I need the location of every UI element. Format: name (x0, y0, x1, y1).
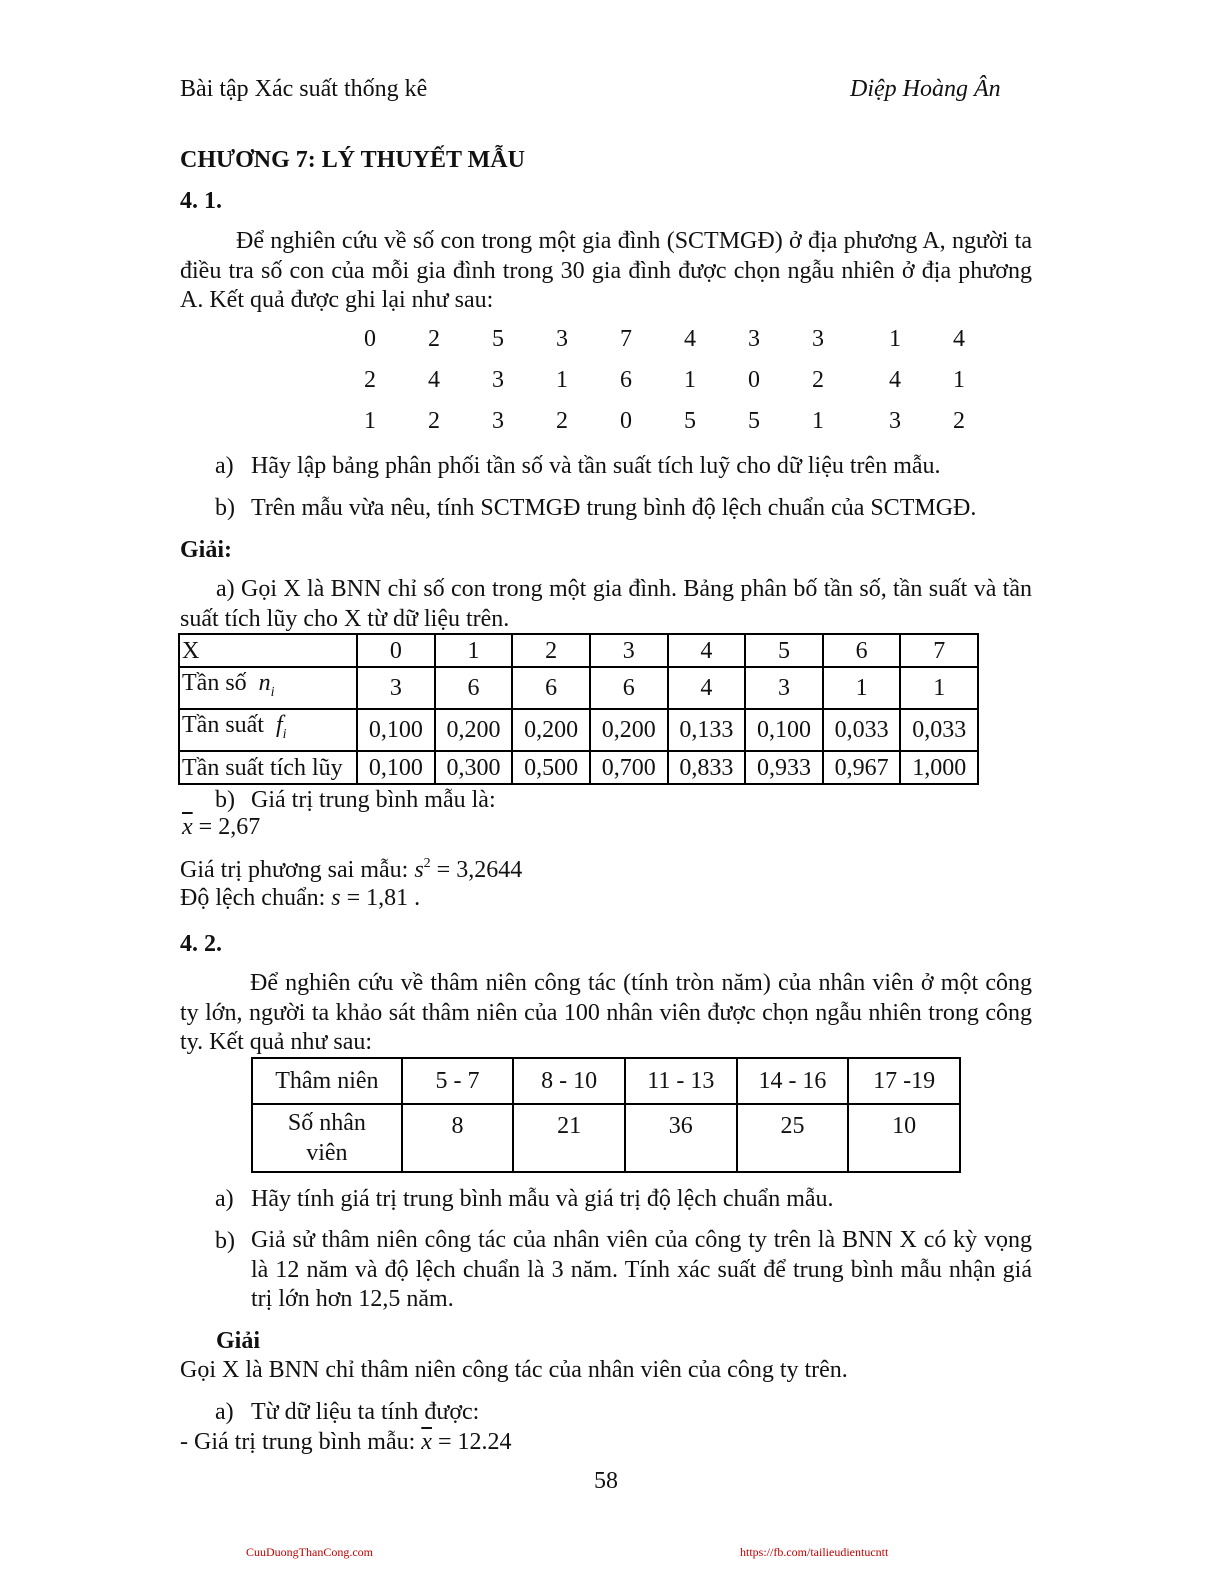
table-cell: 6 (823, 634, 901, 667)
mean-value: = 2,67 (198, 814, 261, 840)
seniority-table (251, 1057, 961, 1173)
sample-mean (182, 812, 260, 842)
question-b-label: b) (215, 495, 235, 521)
mean-symbol: $\overline{x}$ (182, 814, 193, 840)
table-cell: 10 (848, 1104, 960, 1172)
data-value: 3 (492, 408, 504, 434)
data-value: 0 (748, 367, 760, 393)
table-cell: 8 - 10 (513, 1058, 625, 1104)
mean-symbol: $\overline{x}$ (421, 1429, 432, 1455)
mean-label: - Giá trị trung bình mẫu: (180, 1429, 416, 1455)
data-value: 3 (748, 326, 760, 352)
std-symbol: s (331, 885, 341, 911)
table-cell: 3 (745, 667, 823, 709)
question-a-label: a) (215, 1186, 234, 1212)
data-value: 0 (364, 326, 376, 352)
data-value: 1 (364, 408, 376, 434)
table-row (179, 667, 978, 709)
data-value: 0 (620, 408, 632, 434)
solution-a: Từ dữ liệu ta tính được: (251, 1399, 480, 1425)
table-cell: 25 (737, 1104, 849, 1172)
solution-a-text: Gọi X là BNN chỉ số con trong một gia đình. Bảng phân bố tần số, tần suất và tần suất tích lũy cho X từ dữ liệu trên. (180, 576, 1033, 632)
table-cell: 0,100 (357, 751, 435, 784)
data-value: 1 (556, 367, 568, 393)
table-cell: 7 (900, 634, 978, 667)
data-value: 4 (889, 367, 901, 393)
question-a: Hãy tính giá trị trung bình mẫu và giá trị độ lệch chuẩn mẫu. (251, 1186, 834, 1212)
table-cell: 0,933 (745, 751, 823, 784)
data-value: 5 (684, 408, 696, 434)
table-cell: 1 (900, 667, 978, 709)
standard-deviation (180, 883, 420, 913)
header-right: Diệp Hoàng Ân (850, 76, 1001, 102)
data-value: 4 (953, 326, 965, 352)
data-value: 5 (748, 408, 760, 434)
data-value: 1 (812, 408, 824, 434)
table-cell: 5 - 7 (402, 1058, 514, 1104)
row-label-frequency: Tần số $n_i$ (179, 667, 357, 709)
table-cell: 0,033 (900, 709, 978, 751)
table-cell: 1,000 (900, 751, 978, 784)
solution-b: Giá trị trung bình mẫu là: (251, 787, 496, 813)
data-value: 4 (428, 367, 440, 393)
variance-exponent: 2 (423, 856, 431, 871)
chapter-title: CHƯƠNG 7: LÝ THUYẾT MẪU (180, 147, 525, 173)
table-cell: 0 (357, 634, 435, 667)
std-value: = 1,81 . (346, 885, 421, 911)
table-cell: 21 (513, 1104, 625, 1172)
table-row (252, 1058, 960, 1104)
std-label: Độ lệch chuẩn: (180, 885, 326, 911)
exercise-intro: Để nghiên cứu về số con trong một gia đình (SCTMGĐ) ở địa phương A, người ta điều tra số con của mỗi gia đình trong 30 gia đình được chọn ngẫu nhiên ở địa phương A. Kết quả được ghi lại như sau: (180, 228, 1032, 313)
table-cell: 3 (590, 634, 668, 667)
data-value: 3 (556, 326, 568, 352)
table-cell: 0,033 (823, 709, 901, 751)
row-label-cumulative: Tần suất tích lũy (179, 751, 357, 784)
data-value: 3 (812, 326, 824, 352)
table-cell: 0,700 (590, 751, 668, 784)
data-value: 2 (953, 408, 965, 434)
question-a-label: a) (215, 453, 234, 479)
data-value: 1 (953, 367, 965, 393)
table-row (252, 1104, 960, 1172)
solution-a (180, 575, 1032, 634)
data-value: 2 (428, 326, 440, 352)
solution-title: Giải: (180, 537, 232, 563)
table-cell: 0,100 (357, 709, 435, 751)
row-label-seniority: Thâm niên (252, 1058, 402, 1104)
table-cell: 2 (512, 634, 590, 667)
data-value: 1 (684, 367, 696, 393)
data-value: 2 (812, 367, 824, 393)
variance-label: Giá trị phương sai mẫu: (180, 857, 409, 883)
solution-a-label: a) (215, 1399, 234, 1425)
footer-left-link[interactable]: CuuDuongThanCong.com (246, 1545, 373, 1559)
variance-symbol: s (414, 857, 424, 883)
table-cell: 0,200 (512, 709, 590, 751)
table-cell: 3 (357, 667, 435, 709)
table-cell: 0,500 (512, 751, 590, 784)
data-value: 2 (364, 367, 376, 393)
exercise-number: 4. 1. (180, 188, 222, 214)
question-b-label: b) (215, 1228, 235, 1254)
data-value: 2 (556, 408, 568, 434)
solution-a-label: a) (216, 576, 235, 602)
table-cell: 0,833 (668, 751, 746, 784)
solution-title: Giải (216, 1328, 261, 1354)
question-b: Trên mẫu vừa nêu, tính SCTMGĐ trung bình độ lệch chuẩn của SCTMGĐ. (251, 495, 977, 521)
table-cell: 0,300 (435, 751, 513, 784)
table-cell: 0,200 (435, 709, 513, 751)
exercise-intro: Để nghiên cứu về thâm niên công tác (tính tròn năm) của nhân viên ở một công ty lớn, người ta khảo sát thâm niên của 100 nhân viên được chọn ngẫu nhiên trong công ty. Kết quả như sau: (180, 970, 1032, 1055)
table-cell: 8 (402, 1104, 514, 1172)
data-value: 7 (620, 326, 632, 352)
table-cell: 6 (512, 667, 590, 709)
table-cell: 5 (745, 634, 823, 667)
data-value: 6 (620, 367, 632, 393)
row-label-x: X (179, 634, 357, 667)
table-cell: 0,200 (590, 709, 668, 751)
data-value: 4 (684, 326, 696, 352)
table-cell: 6 (435, 667, 513, 709)
table-cell: 0,133 (668, 709, 746, 751)
raw-data-grid (350, 326, 990, 446)
question-a: Hãy lập bảng phân phối tần số và tần suất tích luỹ cho dữ liệu trên mẫu. (251, 453, 941, 479)
sample-variance (180, 849, 522, 885)
data-row (350, 408, 990, 448)
question-b: Giả sử thâm niên công tác của nhân viên của công ty trên là BNN X có kỳ vọng là 12 năm và độ lệch chuẩn là 3 năm. Tính xác suất để trung bình mẫu nhận giá trị lớn hơn 12,5 năm. (251, 1227, 1032, 1312)
table-row (179, 709, 978, 751)
table-cell: 0,100 (745, 709, 823, 751)
frequency-table (178, 633, 979, 785)
page-number: 58 (594, 1468, 618, 1494)
data-value: 3 (492, 367, 504, 393)
mean-value: = 12.24 (437, 1429, 512, 1455)
data-row (350, 326, 990, 366)
row-label-employees: Số nhân viên (252, 1104, 402, 1172)
table-cell: 4 (668, 667, 746, 709)
table-row (179, 751, 978, 784)
data-value: 5 (492, 326, 504, 352)
exercise-number: 4. 2. (180, 931, 222, 957)
table-cell: 1 (823, 667, 901, 709)
table-cell: 4 (668, 634, 746, 667)
solution-b-label: b) (215, 787, 235, 813)
table-cell: 0,967 (823, 751, 901, 784)
variance-value: = 3,2644 (436, 857, 523, 883)
table-cell: 14 - 16 (737, 1058, 849, 1104)
data-row (350, 367, 990, 407)
row-label-relative-frequency: Tần suất $f_i$ (179, 709, 357, 751)
table-cell: 11 - 13 (625, 1058, 737, 1104)
table-row (179, 634, 978, 667)
sample-mean (180, 1427, 512, 1457)
data-value: 1 (889, 326, 901, 352)
solution-intro: Gọi X là BNN chỉ thâm niên công tác của nhân viên của công ty trên. (180, 1357, 848, 1383)
data-value: 3 (889, 408, 901, 434)
table-cell: 36 (625, 1104, 737, 1172)
data-value: 2 (428, 408, 440, 434)
table-cell: 17 -19 (848, 1058, 960, 1104)
table-cell: 1 (435, 634, 513, 667)
footer-right-link[interactable]: https://fb.com/tailieudientucntt (740, 1545, 889, 1559)
table-cell: 6 (590, 667, 668, 709)
header-left: Bài tập Xác suất thống kê (180, 76, 428, 102)
